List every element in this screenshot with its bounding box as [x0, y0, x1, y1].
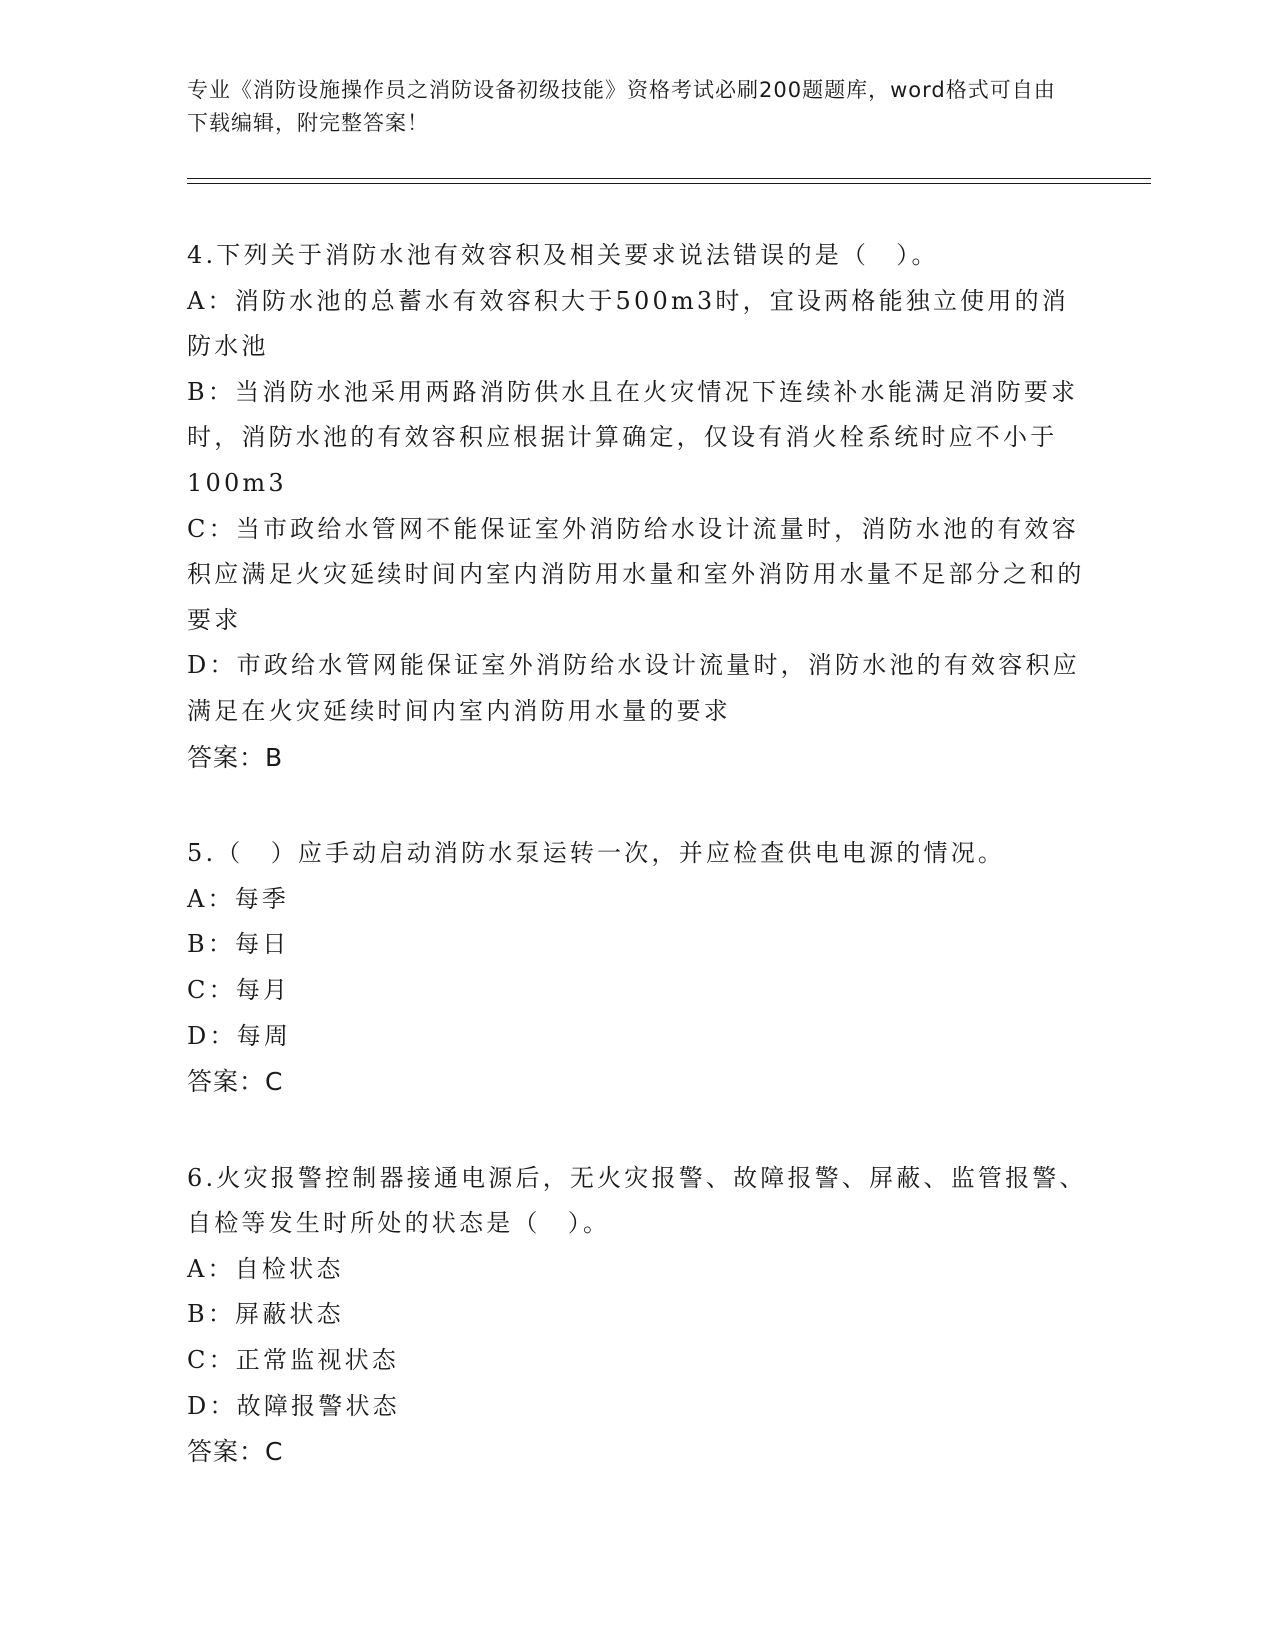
header-divider-bottom	[187, 183, 1151, 184]
answer-label: 答案：C	[187, 1067, 284, 1097]
question-stem: 5.（ ）应手动启动消防水泵运转一次，并应检查供电电源的情况。	[187, 839, 1006, 868]
option-a: A：自检状态	[187, 1254, 344, 1283]
option-b: B：每日	[187, 930, 290, 959]
question-item	[187, 1156, 1087, 1475]
answer-label: 答案：C	[187, 1437, 284, 1467]
option-b: B：当消防水池采用两路消防供水且在火灾情况下连续补水能满足消防要求时，消防水池的有效容积应根据计算确定，仅设有消火栓系统时应不小于100m3	[187, 377, 1079, 497]
question-list	[187, 233, 1087, 1526]
option-d: D：故障报警状态	[187, 1391, 400, 1420]
option-c: C：当市政给水管网不能保证室外消防给水设计流量时，消防水池的有效容积应满足火灾延续时间内室内消防用水量和室外消防用水量不足部分之和的要求	[187, 514, 1085, 634]
question-item	[187, 233, 1087, 780]
question-stem: 6.火灾报警控制器接通电源后，无火灾报警、故障报警、屏蔽、监管报警、自检等发生时所处的状态是（ ）。	[187, 1163, 1087, 1238]
document-header: 专业《消防设施操作员之消防设备初级技能》资格考试必刷200题题库，word格式可自由下载编辑，附完整答案！	[187, 78, 1056, 135]
question-item	[187, 831, 1087, 1105]
option-a: A：消防水池的总蓄水有效容积大于500m3时，宜设两格能独立使用的消防水池	[187, 286, 1069, 361]
option-c: C：每月	[187, 975, 291, 1004]
option-b: B：屏蔽状态	[187, 1300, 344, 1329]
option-d: D：市政给水管网能保证室外消防给水设计流量时，消防水池的有效容积应满足在火灾延续时间内室内消防用水量的要求	[187, 651, 1080, 725]
option-d: D：每周	[187, 1021, 292, 1050]
header-divider-top	[187, 178, 1151, 179]
answer-label: 答案：B	[187, 742, 284, 772]
question-stem: 4.下列关于消防水池有效容积及相关要求说法错误的是（ ）。	[187, 241, 939, 269]
option-a: A：每季	[187, 884, 290, 913]
option-c: C：正常监视状态	[187, 1346, 399, 1375]
